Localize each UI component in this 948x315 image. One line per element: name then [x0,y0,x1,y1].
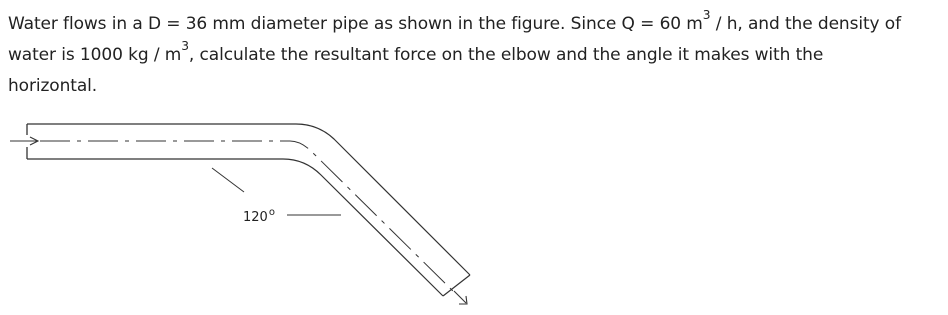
problem-line-2-text: water is 1000 kg / m [8,45,182,65]
problem-line-1-text: Water flows in a D = 36 mm diameter pipe as shown in the figure. Since Q = 60 m [8,14,703,34]
problem-line-2-text-end: , calculate the resultant force on the elbow and the angle it makes with the [188,45,824,65]
angle-degree-mark: o [268,207,275,218]
angle-leader-upper [212,168,244,192]
pipe-lower-wall [27,159,443,296]
flow-inlet-arrow [10,137,38,145]
superscript-cubed: 3 [181,39,189,54]
flow-outlet-arrow [454,291,467,304]
pipe-upper-wall [27,124,470,275]
angle-value: 120 [243,210,268,225]
superscript-cubed: 3 [702,8,711,23]
problem-line-1-text-end: / h, and the density of [710,14,901,34]
angle-label [243,207,275,225]
problem-line-3: horizontal. [8,76,98,96]
